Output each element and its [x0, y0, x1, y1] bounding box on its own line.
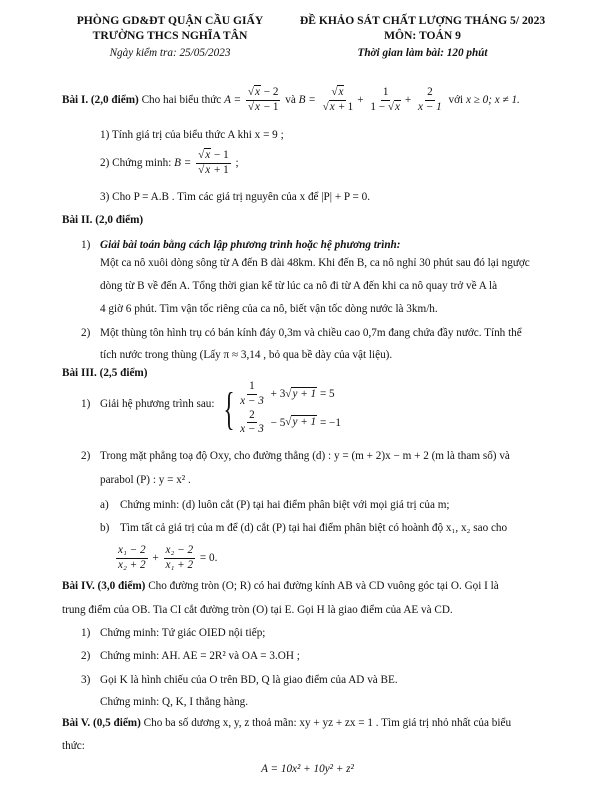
bai2-q1-line2: dòng từ B về đến A. Tổng thời gian kể từ lúc ca nô đi từ A đến khi ca nô quay trở về A là [100, 280, 498, 292]
bai4-q1: Chứng minh: Tứ giác OIED nội tiếp; [100, 627, 266, 639]
bai3-qb-condition: $\frac{\text{x₁ − 2}}{\text{x₂ + 2}}$ + $\frac{\text{x₂ − 2}}{\text{x₁ + 2}}$ = 0. [118, 544, 218, 571]
header-department: PHÒNG GD&ĐT QUẬN CẦU GIẤY [76, 14, 264, 27]
bai4-q1-label: 1) [81, 627, 91, 639]
header-school: TRƯỜNG THCS NGHĨA TÂN [92, 29, 248, 42]
bai2-q2-label: 2) [81, 327, 91, 339]
bai1-q2-prefix: 2) Chứng minh: [100, 156, 172, 169]
bai2-q1-line3: 4 giờ 6 phút. Tìm vận tốc riêng của ca nô, biết vận tốc dòng nước là 3km/h. [100, 303, 438, 315]
bai3-equation-system [218, 381, 341, 436]
bai5-statement-line2: thức: [62, 740, 85, 752]
bai3-qb-label: b) [100, 522, 110, 534]
bai1-B-fraction-3: $\frac{2}{x - 1}$ [418, 86, 442, 113]
bai3-qb-text: Tìm tất cả giá trị của m để (d) cắt (P) tại hai điểm phân biệt có hoành độ x₁, x₂ sao cho [120, 522, 508, 534]
bai4-title: Bài IV. (3,0 điểm) [62, 580, 146, 592]
header-exam-title: ĐỀ KHẢO SÁT CHẤT LƯỢNG THÁNG 5/ 2023 [299, 14, 546, 27]
bai2-q2-line2: tích nước trong thùng (Lấy π ≈ 3,14 , bỏ qua bề dày của vật liệu). [100, 349, 393, 361]
bai1-B-label: B = [298, 93, 316, 106]
bai4-q3-line2: Chứng minh: Q, K, I thẳng hàng. [100, 696, 249, 708]
bai2-q1-heading: Giải bài toán bằng cách lập phương trình hoặc hệ phương trình: [100, 239, 401, 251]
bai2-q1-line1: Một ca nô xuôi dòng sông từ A đến B dài 48km. Khi đến B, ca nô nghỉ 30 phút sau đó lại ngược [100, 257, 530, 269]
bai4-line1: Cho đường tròn (O; R) có hai đường kính AB và CD vuông góc tại O. Gọi I là [148, 580, 499, 592]
bai3-equation-1: $\frac{1}{x - 3}$ + 3√y + 1 = 5 [240, 380, 335, 407]
bai4-statement-line2: trung điểm của OB. Tia CI cắt đường tròn (O) tại E. Gọi H là giao điểm của AE và CD. [62, 604, 453, 616]
bai3-q1-label: 1) [81, 398, 91, 410]
bai1-A-fraction: $\frac{√x - 2}{√x - 1}$ [247, 86, 279, 113]
bai1-and: và [285, 93, 296, 106]
bai4-q3-line1: Gọi K là hình chiếu của O trên BD, Q là giao điểm của AD và BE. [100, 674, 398, 686]
bai5-statement-line1 [62, 717, 511, 729]
bai3-q1-text: Giải hệ phương trình sau: [100, 398, 215, 410]
bai1-condition: x ≥ 0; x ≠ 1. [465, 93, 520, 106]
header-exam-date: Ngày kiểm tra: 25/05/2023 [109, 47, 231, 59]
bai3-q2-line1: Trong mặt phẳng toạ độ Oxy, cho đường thẳng (d) : y = (m + 2)x − m + 2 (m là tham số) và [100, 450, 510, 462]
header-subject: MÔN: TOÁN 9 [384, 29, 461, 42]
left-brace-icon: { [223, 382, 235, 434]
bai1-q2-suffix: ; [235, 156, 239, 169]
bai1-title: Bài I. (2,0 điểm) [62, 93, 139, 106]
bai3-qa-label: a) [100, 499, 109, 511]
bai1-question-3: 3) Cho P = A.B . Tìm các giá trị nguyên của x để |P| + P = 0. [100, 191, 371, 203]
bai2-title: Bài II. (2,0 điểm) [62, 214, 144, 226]
bai1-question-2 [100, 150, 239, 177]
bai1-B-fraction-2: $\frac{1}{1 - √x}$ [370, 86, 400, 113]
bai5-formula: A = 10x² + 10y² + z² [261, 763, 354, 775]
bai3-title: Bài III. (2,5 điểm) [62, 367, 148, 379]
bai4-q3-label: 3) [81, 674, 91, 686]
bai1-intro: Cho hai biểu thức [141, 93, 222, 106]
bai3-q2-label: 2) [81, 450, 91, 462]
bai4-q2-label: 2) [81, 650, 91, 662]
bai2-q1-label: 1) [81, 239, 91, 251]
bai5-title: Bài V. (0,5 điểm) [62, 717, 141, 729]
bai3-qa-text: Chứng minh: (d) luôn cắt (P) tại hai điểm phân biệt với mọi giá trị của m; [120, 499, 450, 511]
bai2-q2-line1: Một thùng tôn hình trụ có bán kính đáy 0,3m và chiều cao 0,7m đang chứa đầy nước. Tính thể [100, 327, 522, 339]
bai1-A-label: A = [224, 93, 242, 106]
bai1-q2-fraction: $\frac{√x - 1}{√x + 1}$ [198, 149, 229, 176]
bai1-statement: Bài I. (2,0 điểm) Cho hai biểu thức A = $\frac{√x - 2}{√x - 1}$ và B = $\frac{√x}{√x + 1}$ + $\frac{1}{1 - √x}$ + $\frac{2}{x - 1}$ với x ≥ 0; x ≠ 1. [62, 86, 520, 113]
bai5-line1: Cho ba số dương x, y, z thoả mãn: xy + yz + zx = 1 . Tìm giá trị nhỏ nhất của biểu [143, 717, 512, 729]
bai4-q2: Chứng minh: AH. AE = 2R² và OA = 3.OH ; [100, 650, 300, 662]
bai1-q2-B: B = [174, 156, 192, 169]
bai3-equation-2: $\frac{2}{x - 3}$ − 5√y + 1 = −1 [240, 408, 341, 436]
bai1-question-1: 1) Tính giá trị của biểu thức A khi x = 9 ; [100, 129, 284, 141]
bai1-B-fraction-1: $\frac{√x}{√x + 1}$ [322, 86, 354, 113]
bai1-condition-prefix: với [448, 93, 464, 106]
bai3-q2-line2: parabol (P) : y = x² . [100, 474, 191, 486]
header-duration: Thời gian làm bài: 120 phút [357, 47, 488, 59]
bai4-statement-line1 [62, 580, 499, 592]
